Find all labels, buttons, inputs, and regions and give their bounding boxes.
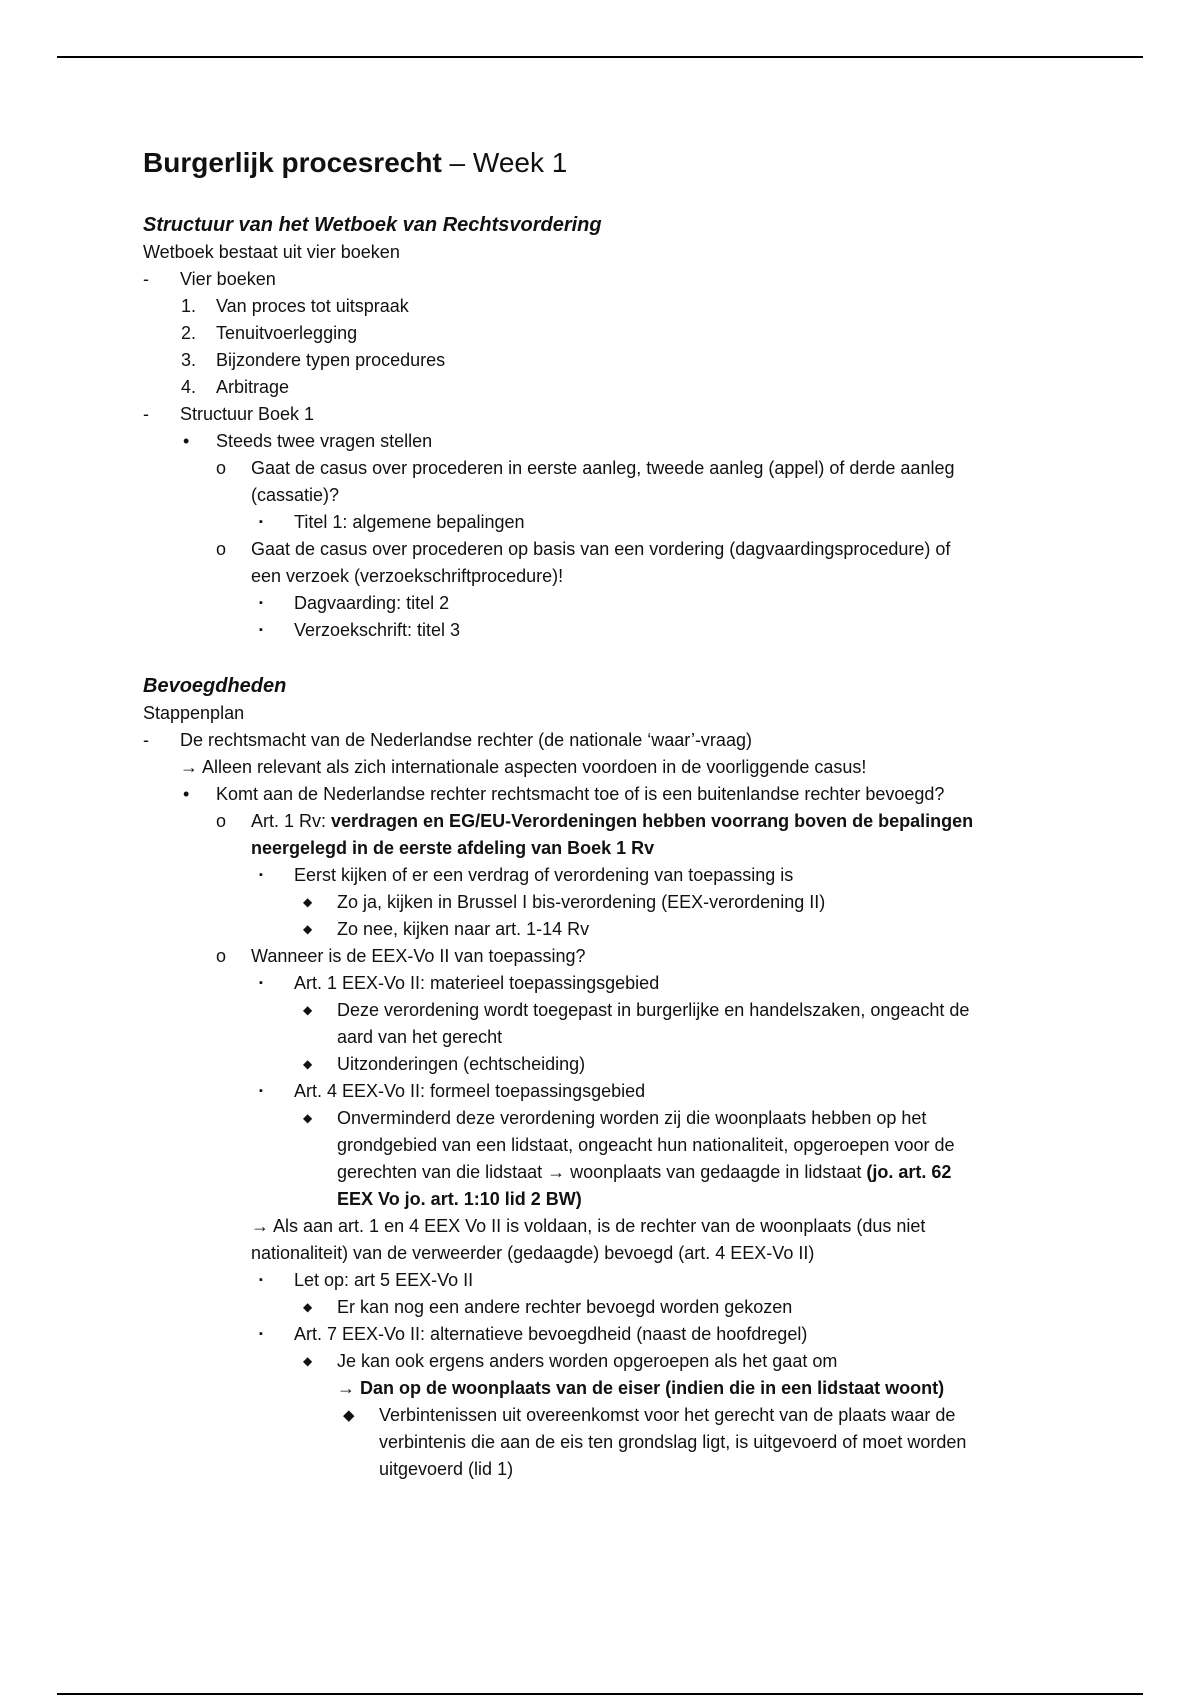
list-item-continuation: verbintenis die aan de eis ten grondslag ligt, is uitgevoerd of moet worden [379,1432,967,1452]
list-item: 2. Tenuitvoerlegging [181,323,358,343]
list-item-continuation: gerechten van die lidstaat → woonplaats van gedaagde in lidstaat (jo. art. 62 [337,1162,952,1182]
list-item: ▪ Art. 4 EEX-Vo II: formeel toepassingsgebied [259,1081,646,1101]
arrow-note: → Als aan art. 1 en 4 EEX Vo II is voldaan, is de rechter van de woonplaats (dus niet [251,1216,926,1236]
document-body [143,145,1073,1483]
arrow-note: → Alleen relevant als zich internationale aspecten voordoen in de voorliggende casus! [180,757,867,777]
list-item: ▪ Dagvaarding: titel 2 [259,593,450,613]
list-item: • Steeds twee vragen stellen [183,431,433,451]
header-rule [57,56,1143,58]
list-item-continuation: uitgevoerd (lid 1) [379,1459,514,1479]
list-item-continuation: een verzoek (verzoekschriftprocedure)! [251,566,564,586]
list-item-continuation: neergelegd in de eerste afdeling van Boek 1 Rv [251,838,655,858]
list-item: ◆ Onverminderd deze verordening worden zij die woonplaats hebben op het [303,1108,927,1128]
list-item: o Wanneer is de EEX-Vo II van toepassing? [216,946,586,966]
list-item-continuation: (cassatie)? [251,485,340,505]
list-item: 1. Van proces tot uitspraak [181,296,409,316]
list-item: • Komt aan de Nederlandse rechter rechtsmacht toe of is een buitenlandse rechter bevoegd? [183,784,945,804]
arrow-note-continuation: nationaliteit) van de verweerder (gedaagde) bevoegd (art. 4 EEX-Vo II) [251,1243,815,1263]
list-item: o Art. 1 Rv: verdragen en EG/EU-Verordeningen hebben voorrang boven de bepalingen [216,811,974,831]
list-item: ◆ Verbintenissen uit overeenkomst voor het gerecht van de plaats waar de [343,1405,956,1425]
list-item: ◆ Zo ja, kijken in Brussel I bis-verordening (EEX-verordening II) [303,892,826,912]
page-title: Burgerlijk procesrecht – Week 1 [143,147,568,178]
list-item: ▪ Art. 7 EEX-Vo II: alternatieve bevoegdheid (naast de hoofdregel) [259,1324,808,1344]
list-item: ◆ Deze verordening wordt toegepast in burgerlijke en handelszaken, ongeacht de [303,1000,970,1020]
list-item: - Structuur Boek 1 [143,404,315,424]
list-item: ◆ Zo nee, kijken naar art. 1-14 Rv [303,919,590,939]
list-item: - De rechtsmacht van de Nederlandse rechter (de nationale ‘waar’-vraag) [143,730,752,750]
list-item: 3. Bijzondere typen procedures [181,350,446,370]
list-item: o Gaat de casus over procederen op basis van een vordering (dagvaardingsprocedure) of [216,539,951,559]
list-item: ▪ Let op: art 5 EEX-Vo II [259,1270,474,1290]
list-item: ▪ Art. 1 EEX-Vo II: materieel toepassingsgebied [259,973,660,993]
list-item-continuation: EEX Vo jo. art. 1:10 lid 2 BW) [337,1189,582,1209]
list-item: ◆ Uitzonderingen (echtscheiding) [303,1054,586,1074]
intro-text: Wetboek bestaat uit vier boeken [143,242,400,262]
list-item: o Gaat de casus over procederen in eerste aanleg, tweede aanleg (appel) of derde aanleg [216,458,955,478]
section-heading-structuur: Structuur van het Wetboek van Rechtsvordering [143,214,602,236]
list-item: ◆ Er kan nog een andere rechter bevoegd worden gekozen [303,1297,793,1317]
intro-text: Stappenplan [143,703,245,723]
list-item: ▪ Verzoekschrift: titel 3 [259,620,461,640]
arrow-note: → Dan op de woonplaats van de eiser (indien die in een lidstaat woont) [337,1378,945,1398]
list-item: 4. Arbitrage [181,377,290,397]
list-item: ◆ Je kan ook ergens anders worden opgeroepen als het gaat om [303,1351,838,1371]
list-item-continuation: aard van het gerecht [337,1027,503,1047]
list-item: ▪ Titel 1: algemene bepalingen [259,512,525,532]
footer-rule [57,1693,1143,1695]
list-item: ▪ Eerst kijken of er een verdrag of verordening van toepassing is [259,865,794,885]
section-heading-bevoegdheden: Bevoegdheden [143,675,287,697]
list-item-continuation: grondgebied van een lidstaat, ongeacht hun nationaliteit, opgeroepen voor de [337,1135,955,1155]
list-item: - Vier boeken [143,269,276,289]
